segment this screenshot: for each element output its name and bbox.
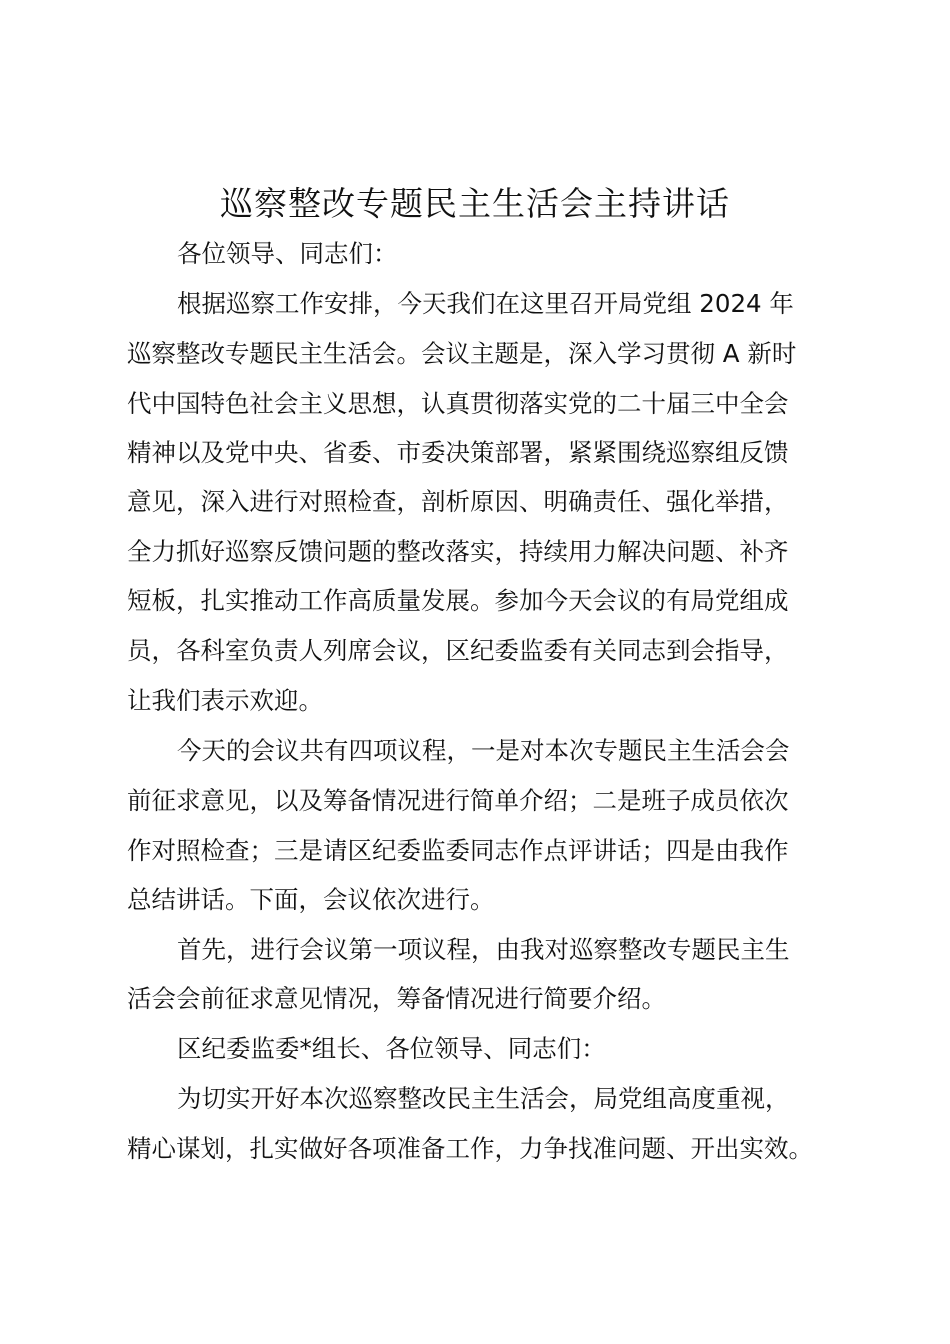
paragraph-line: 精心谋划，扎实做好各项准备工作，力争找准问题、开出实效。 bbox=[127, 1134, 813, 1163]
paragraph-line: 意见，深入进行对照检查，剖析原因、明确责任、强化举措， bbox=[127, 487, 789, 516]
paragraph-line: 全力抓好巡察反馈问题的整改落实，持续用力解决问题、补齐 bbox=[127, 537, 789, 566]
paragraph-line: 总结讲话。下面，会议依次进行。 bbox=[127, 885, 495, 914]
paragraph-line: 代中国特色社会主义思想，认真贯彻落实党的二十届三中全会 bbox=[127, 389, 789, 418]
paragraph-line: 首先，进行会议第一项议程，由我对巡察整改专题民主生 bbox=[177, 935, 790, 964]
paragraph-line: 员，各科室负责人列席会议，区纪委监委有关同志到会指导， bbox=[127, 636, 789, 665]
paragraph-line: 今天的会议共有四项议程，一是对本次专题民主生活会会 bbox=[177, 736, 790, 765]
paragraph-line: 作对照检查；三是请区纪委监委同志作点评讲话；四是由我作 bbox=[127, 836, 789, 865]
paragraph-line: 活会会前征求意见情况，筹备情况进行简要介绍。 bbox=[127, 984, 666, 1013]
paragraph-line: 短板，扎实推动工作高质量发展。参加今天会议的有局党组成 bbox=[127, 586, 789, 615]
salutation: 各位领导、同志们： bbox=[177, 239, 398, 268]
paragraph-line: 让我们表示欢迎。 bbox=[127, 686, 323, 715]
paragraph-line: 为切实开好本次巡察整改民主生活会，局党组高度重视， bbox=[177, 1084, 790, 1113]
paragraph-line: 精神以及党中央、省委、市委决策部署，紧紧围绕巡察组反馈 bbox=[127, 438, 789, 467]
paragraph-line: 根据巡察工作安排，今天我们在这里召开局党组 2024 年 bbox=[177, 289, 794, 318]
salutation: 区纪委监委*组长、各位领导、同志们： bbox=[177, 1034, 606, 1063]
paragraph-line: 巡察整改专题民主生活会。会议主题是，深入学习贯彻 A 新时 bbox=[127, 339, 797, 368]
paragraph-line: 前征求意见，以及筹备情况进行简单介绍；二是班子成员依次 bbox=[127, 786, 789, 815]
document-title: 巡察整改专题民主生活会主持讲话 bbox=[220, 184, 730, 223]
